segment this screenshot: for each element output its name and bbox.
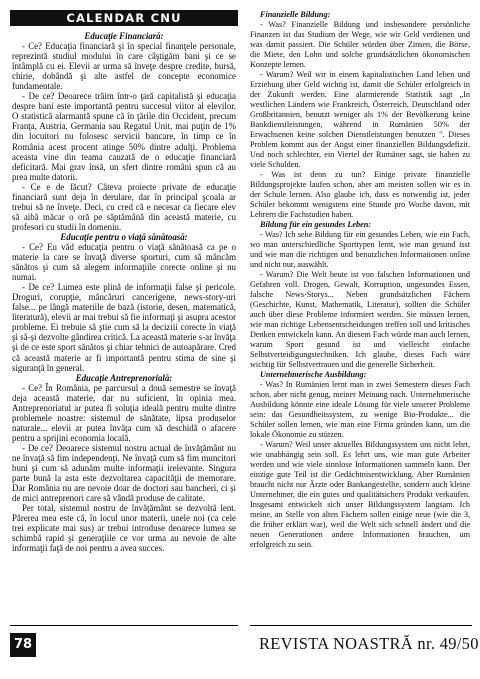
- footer-rule-right: [250, 625, 472, 626]
- de-paragraph: - Warum? Die Welt heute ist von falschen Informationen und Gefahren voll. Drogen, Gewalt, Korruption, ungesundes Essen, falsche News-Storys... Neben grundsätzlichen Fächern (Geschichte, Kunst, Mathematik, Literatur), sollten die Schüler auch über diese Probleme informiert werden. Sie müssen lernen, wie man richtige Lebensentscheidungen treffen soll und kritisches Denken entwickeln kann. An diesem Fach würde man auch lernen, warum Sport gesund ist und vielleicht einfache Selbstverteidigungstechniken. Ich glaube, dieses Fach wäre wichtig für Selbstvertrauen und die generelle Sicherheit.: [250, 270, 470, 369]
- ro-paragraph: - Ce? Eu văd educaţia pentru o viaţă sănătoasă ca pe o materie la care se învaţă diverse sporturi, cum să mâncăm sănătos şi cum să alegem informaţiile corecte online şi nu numai.: [12, 241, 236, 283]
- ro-paragraph: - Ce? În România, pe parcursul a două semestre se învaţă deja această materie, dar nu suficient, în opinia mea. Antreprenoriatul ar putea fi soluţia ideală pentru multe dintre problemele noastre: sistemul de sănătate, lipsa produselor naturale... elevii ar putea învăţa cum să deschidă o afacere pentru a sprijini economia locală.: [12, 382, 236, 443]
- ro-section-heading: Educaţie Financiară:: [84, 31, 164, 41]
- ro-section-heading: Educaţie Antreprenorială:: [75, 372, 173, 383]
- de-section-heading: Unternehmerische Ausbildung:: [260, 370, 367, 379]
- german-article-column: [250, 10, 470, 550]
- ro-paragraph: - Ce? Educaţia financiară şi în special finanţele personale, reprezintă studiul modului în care câştigăm bani şi ce se întâmplă cu ei. Elevii ar urma să înveţe despre credite, bursă, chirie, dobândă şi alte astfel de concepte economice fundamentale.: [12, 41, 236, 92]
- de-section-heading: Finanzielle Bildung:: [260, 10, 331, 19]
- de-paragraph: - Was ist denn zu tun? Einige private finanzielle Bildungsprojekte laufen schon, aber am meisten sollen wir es in der Schule lernen. Also glaube ich, dass es notwendig ist, jeder Schüler bekommt wenigstens eine Stunde pro Woche davon, mit Lehrern die Fachstudien haben.: [250, 170, 470, 219]
- footer-rule-left: [10, 625, 238, 626]
- de-paragraph: - Was? In Rumänien lernt man in zwei Semestern dieses Fach schon, aber nicht genug, meiner Meinung nach. Unternehmerische Ausbildung könnte eine ideale Lösung für viele unserer Probleme sein: das Gesundheitssystem, zu wenige Bio-Produkte... die Schüler sollen lernen, wie man eine Firma gründen kann, um die lokale Ökonomie zu stützen.: [250, 380, 470, 439]
- de-paragraph: - Was? Ich sehe Bildung für ein gesundes Leben, wie ein Fach, wo man unterschiedliche Sporttypen lernt, wie man gesund isst und wie man die richtigen und benutzlichen Informationen online und nicht nur, auswählt.: [250, 230, 470, 269]
- de-paragraph: - Was? Finanzielle Bildung und insbesondere persönliche Finanzen ist das Studium der Wege, wie wir Geld verdienen und was damit passiert. Die Schüler würden über Zinsen, die Börse, die Miete, den Lohn und solche grundsätzlichen ökonomischen Konzepte lernen.: [250, 20, 470, 69]
- ro-paragraph: - Ce e de făcut? Câteva proiecte private de educaţie financiară sunt deja în derulare, dar în principal şcoala ar trebui să ne înveţe. Deci, cu cred că e necesar ca fiecare elev să aibă măcar o oră pe săptămână din această materie, cu profesori cu studii în domeniu.: [12, 181, 236, 232]
- page-number: 78: [10, 633, 36, 657]
- ro-paragraph: Per total, sistemul nostru de învăţământ se dezvoltă lent. Părerea mea este că, în locul unor materii, unele noi (ca cele trei explicate mai sus) ar trebui introduse deoarece lumea se schimbă rapid şi generaţiile ce vor urma au nevoie de alte informaţii faţă de noi pentru a avea succes.: [12, 503, 236, 554]
- ro-paragraph: - De ce? Deoarece sistemul nostru actual de învăţământ nu ne învaţă să fim independenţi. Ne învaţă cum să fim muncitori buni şi cum să adunăm multe informaţii irelevante. Singura parte bună la asta este dezvoltarea capacităţii de memorare. Dar România nu are nevoie doar de doctori sau bancheri, ci şi de mici antreprenori care să vândă produse de calitate.: [12, 442, 236, 504]
- ro-paragraph: - De ce? Lumea este plină de informaţii false şi pericole. Droguri, corupţie, mâncăruri cancerigene, news-story-uri false... pe lângă materiile de bază (istorie, desen, matematică, literatură), elevii ar mai trebui să fie informaţi şi asupra acestor probleme. Ei trebuie să ştie cum să la deciziii corecte în viaţă şi să-şi dezvolte gândirea critică. La această materie s-ar învăţa şi de ce este sport sănătos şi chiar tehnici de autoapărare. Cred că această materie ar fi importantă pentru stima de sine şi siguranţă în general.: [12, 282, 236, 373]
- ro-paragraph: - De ce? Deoarece trăim într-o ţară capitalistă şi educaţia despre bani este importantă pentru succesul viitor al elevilor. O statistică alarmantă spune că în ţările din Occident, precum Franţa, Austria, Germania sau Regatul Unit, mai puţin de 1% din locuitori nu folosesc servicii bancare, în timp ce în România acest procent atinge 50% dintre adulţi. Problema aceasta vine din teama cauzată de o educaţie financiară deficitară. Mai grav însă, un sfert dintre români spun că au prea multe datorii.: [12, 91, 236, 182]
- journal-title: REVISTA NOASTRĂ nr. 49/50: [259, 634, 479, 653]
- romanian-article-column: [12, 31, 236, 553]
- de-paragraph: - Warum? Weil wir in einem kapitalistischen Land leben und Erziehung über Geld wichtig ist, damit die Schüler erfolgreich in der Zukunft werden. Eine alarmierende Statistik sagt „In westlichen Ländern wie Frankreich, Österreich, Deutschland oder Großbritannien, benutzt weniger als 1% der Bevölkerung keine Bankdienstleistungen, während in Rumänien 50% der Erwachsenen keine solchen Dienstleistungen benutzen ". Dieses Problem kommt aus der Angst einer finanziellen Bildungsdefizit. Und noch schlechter, ein Viertel der Rumäner sagt, sie haben zu viele Schulden.: [250, 70, 470, 169]
- de-section-heading: Bildung für ein gesundes Leben:: [260, 220, 371, 229]
- de-paragraph: - Warum? Weil unser aktuelles Bildungssystem uns nicht lehrt, wie unabhängig sein soll. Es lehrt uns, wie man gute Arbeiter werden und wie viele sinnlose Informationen sammeln kann. Der einzige gute Teil ist die Gedächtnisentwicklung. Aber Rumänien braucht nicht nur Ärzte oder Bankangestellte, sondern auch kleine Unternehmer, die ein gutes und qualitätsichers Produkt verkaufen. Insgesamt entwickelt sich unser Bildungssystem langsam. Ich meine, an Stelle von alten Fächern sollen einige neue (wie die 3, die früher erklärt war), weil die Welt sich schnell ändert und die neuen Generationen andere Informationen brauchen, um erfolgreich zu sein.: [250, 440, 470, 549]
- section-banner: CALENDAR CNU: [10, 10, 238, 26]
- ro-section-heading: Educaţie pentru o viaţă sănătoasă:: [60, 231, 188, 242]
